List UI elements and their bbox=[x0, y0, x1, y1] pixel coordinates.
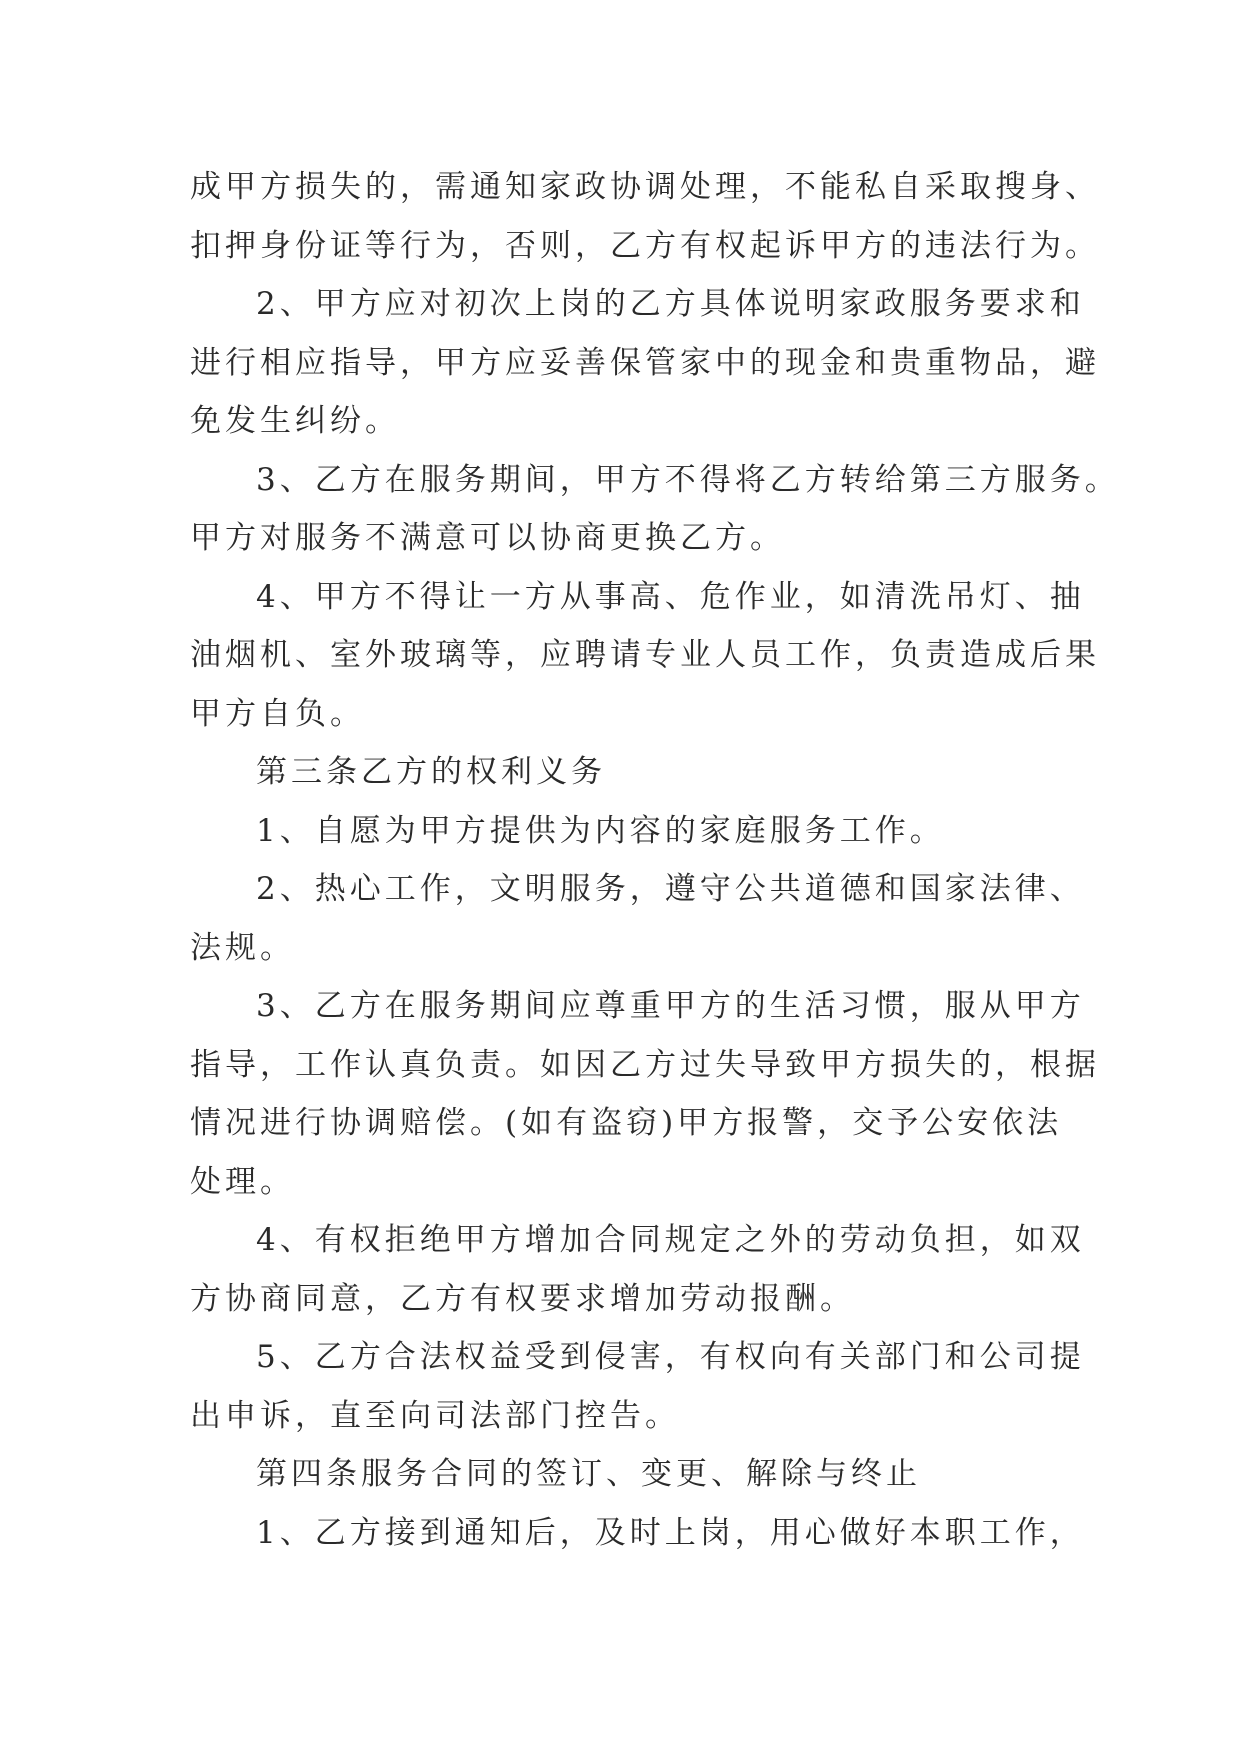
document-line: 扣押身份证等行为，否则，乙方有权起诉甲方的违法行为。 bbox=[190, 227, 1100, 264]
document-line: 处理。 bbox=[190, 1163, 295, 1200]
document-line: 5、乙方合法权益受到侵害，有权向有关部门和公司提 bbox=[256, 1339, 1085, 1375]
document-line: 法规。 bbox=[190, 929, 295, 966]
document-line: 3、乙方在服务期间应尊重甲方的生活习惯，服从甲方 bbox=[256, 988, 1085, 1024]
document-line: 方协商同意，乙方有权要求增加劳动报酬。 bbox=[190, 1280, 855, 1317]
document-line: 甲方对服务不满意可以协商更换乙方。 bbox=[190, 520, 785, 556]
document-line: 第四条服务合同的签订、变更、解除与终止 bbox=[256, 1456, 921, 1492]
document-line: 指导，工作认真负责。如因乙方过失导致甲方损失的，根据 bbox=[190, 1046, 1100, 1083]
document-line: 4、甲方不得让一方从事高、危作业，如清洗吊灯、抽 bbox=[256, 578, 1085, 615]
document-line: 免发生纠纷。 bbox=[190, 403, 400, 439]
document-line: 2、热心工作，文明服务，遵守公共道德和国家法律、 bbox=[256, 871, 1085, 907]
document-line: 1、自愿为甲方提供为内容的家庭服务工作。 bbox=[256, 812, 945, 849]
document-line: 3、乙方在服务期间，甲方不得将乙方转给第三方服务。 bbox=[256, 461, 1120, 498]
document-line: 出申诉，直至向司法部门控告。 bbox=[190, 1397, 680, 1434]
document-line: 1、乙方接到通知后，及时上岗，用心做好本职工作， bbox=[256, 1514, 1085, 1551]
document-line: 油烟机、室外玻璃等，应聘请专业人员工作，负责造成后果 bbox=[190, 637, 1100, 673]
document-line: 情况进行协调赔偿。(如有盗窃)甲方报警，交予公安依法 bbox=[190, 1105, 1063, 1141]
document-line: 第三条乙方的权利义务 bbox=[256, 754, 606, 790]
document-body bbox=[190, 158, 1120, 1562]
document-line: 2、甲方应对初次上岗的乙方具体说明家政服务要求和 bbox=[256, 286, 1085, 322]
document-line: 进行相应指导，甲方应妥善保管家中的现金和贵重物品，避 bbox=[190, 344, 1100, 381]
document-line: 成甲方损失的，需通知家政协调处理，不能私自采取搜身、 bbox=[190, 169, 1100, 205]
document-line: 4、有权拒绝甲方增加合同规定之外的劳动负担，如双 bbox=[256, 1222, 1085, 1258]
document-line: 甲方自负。 bbox=[190, 695, 365, 732]
